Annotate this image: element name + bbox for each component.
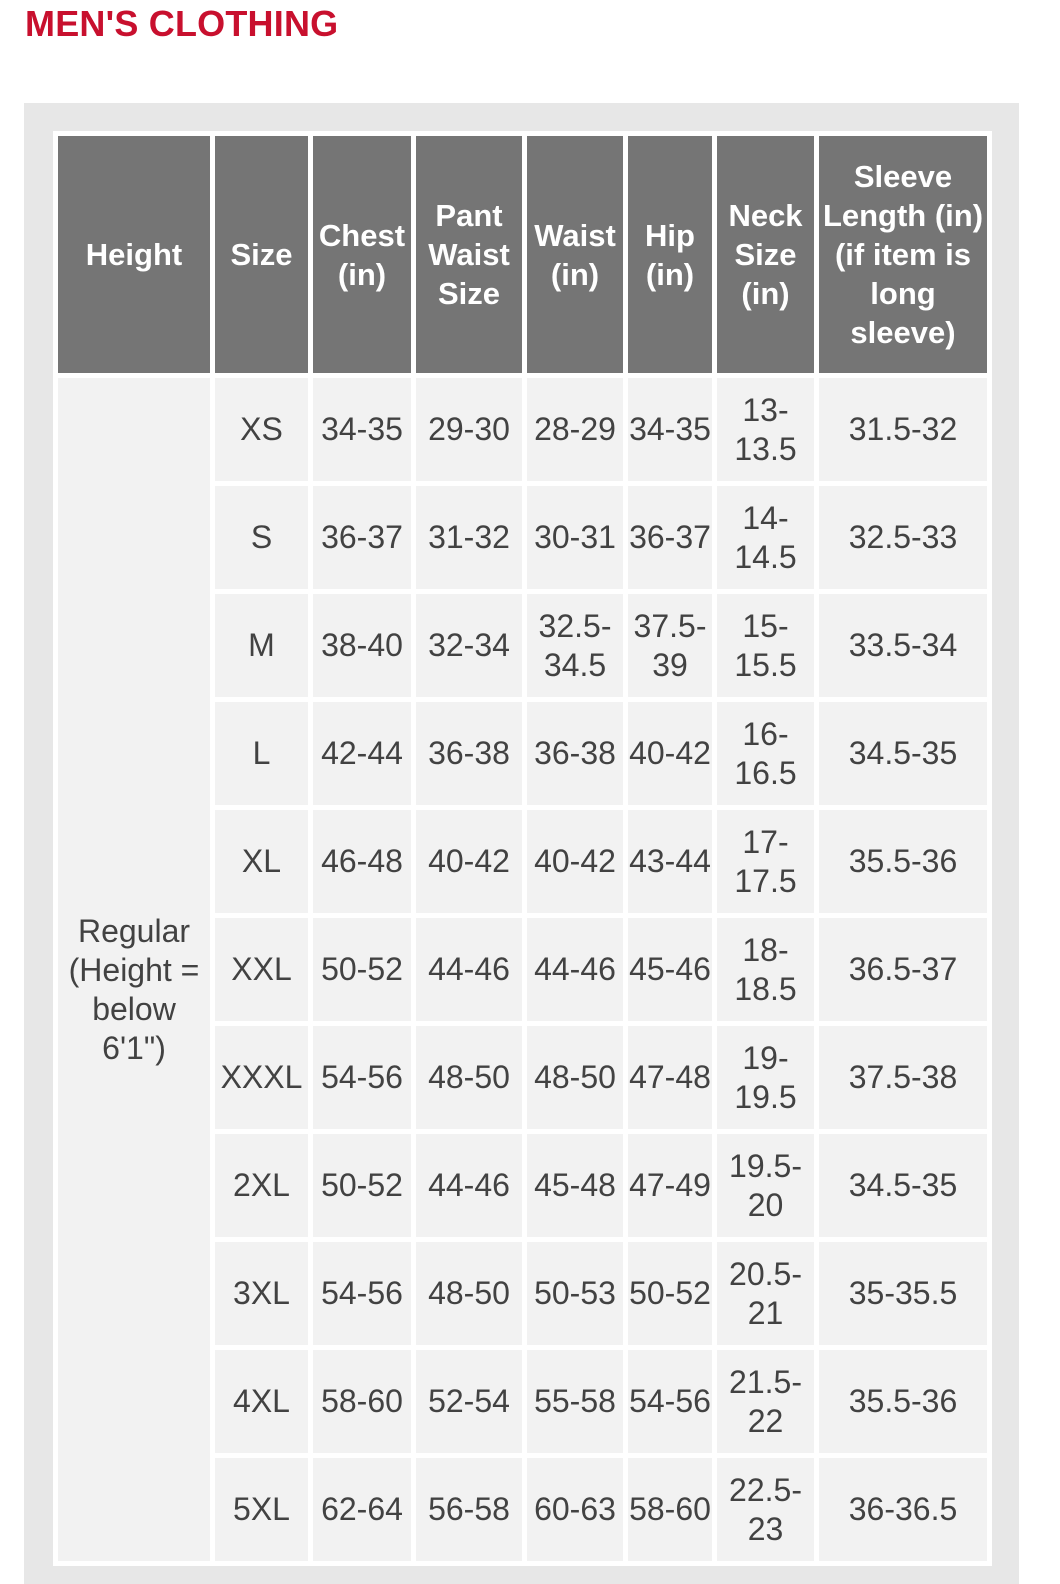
cell-size: S <box>215 486 308 589</box>
cell-chest: 34-35 <box>313 378 411 481</box>
cell-chest: 54-56 <box>313 1242 411 1345</box>
cell-hip: 54-56 <box>628 1350 712 1453</box>
header-row <box>58 136 987 373</box>
cell-size: M <box>215 594 308 697</box>
header-pant-waist: Pant Waist Size <box>416 136 522 373</box>
cell-sleeve: 37.5-38 <box>819 1026 987 1129</box>
cell-chest: 46-48 <box>313 810 411 913</box>
cell-sleeve: 34.5-35 <box>819 702 987 805</box>
cell-waist: 50-53 <box>527 1242 623 1345</box>
cell-pant-waist: 48-50 <box>416 1242 522 1345</box>
header-height: Height <box>58 136 210 373</box>
cell-neck: 14-14.5 <box>717 486 814 589</box>
cell-hip: 45-46 <box>628 918 712 1021</box>
header-chest: Chest (in) <box>313 136 411 373</box>
cell-size: 2XL <box>215 1134 308 1237</box>
cell-chest: 38-40 <box>313 594 411 697</box>
header-sleeve: Sleeve Length (in) (if item is long sleeve) <box>819 136 987 373</box>
cell-neck: 19.5-20 <box>717 1134 814 1237</box>
height-group-cell: Regular (Height = below 6'1") <box>58 378 210 1561</box>
cell-size: 4XL <box>215 1350 308 1453</box>
header-neck: Neck Size (in) <box>717 136 814 373</box>
cell-neck: 15-15.5 <box>717 594 814 697</box>
cell-size: XXXL <box>215 1026 308 1129</box>
cell-sleeve: 36-36.5 <box>819 1458 987 1561</box>
cell-pant-waist: 56-58 <box>416 1458 522 1561</box>
cell-sleeve: 34.5-35 <box>819 1134 987 1237</box>
cell-sleeve: 33.5-34 <box>819 594 987 697</box>
cell-pant-waist: 44-46 <box>416 1134 522 1237</box>
size-chart-table <box>53 131 992 1566</box>
cell-sleeve: 32.5-33 <box>819 486 987 589</box>
cell-hip: 40-42 <box>628 702 712 805</box>
cell-waist: 44-46 <box>527 918 623 1021</box>
cell-waist: 45-48 <box>527 1134 623 1237</box>
cell-pant-waist: 48-50 <box>416 1026 522 1129</box>
cell-size: 3XL <box>215 1242 308 1345</box>
cell-pant-waist: 29-30 <box>416 378 522 481</box>
header-waist: Waist (in) <box>527 136 623 373</box>
cell-pant-waist: 36-38 <box>416 702 522 805</box>
cell-neck: 21.5-22 <box>717 1350 814 1453</box>
cell-hip: 37.5-39 <box>628 594 712 697</box>
cell-pant-waist: 31-32 <box>416 486 522 589</box>
cell-pant-waist: 44-46 <box>416 918 522 1021</box>
cell-chest: 42-44 <box>313 702 411 805</box>
table-row <box>58 378 987 481</box>
page-title: MEN'S CLOTHING <box>25 3 339 44</box>
cell-waist: 30-31 <box>527 486 623 589</box>
cell-neck: 20.5-21 <box>717 1242 814 1345</box>
cell-waist: 36-38 <box>527 702 623 805</box>
cell-pant-waist: 32-34 <box>416 594 522 697</box>
cell-sleeve: 36.5-37 <box>819 918 987 1021</box>
cell-waist: 32.5-34.5 <box>527 594 623 697</box>
cell-hip: 58-60 <box>628 1458 712 1561</box>
cell-waist: 28-29 <box>527 378 623 481</box>
cell-size: XL <box>215 810 308 913</box>
cell-chest: 58-60 <box>313 1350 411 1453</box>
cell-neck: 13-13.5 <box>717 378 814 481</box>
cell-chest: 36-37 <box>313 486 411 589</box>
cell-pant-waist: 40-42 <box>416 810 522 913</box>
header-size: Size <box>215 136 308 373</box>
cell-sleeve: 35.5-36 <box>819 1350 987 1453</box>
cell-hip: 47-49 <box>628 1134 712 1237</box>
cell-sleeve: 35.5-36 <box>819 810 987 913</box>
cell-neck: 18-18.5 <box>717 918 814 1021</box>
cell-hip: 50-52 <box>628 1242 712 1345</box>
cell-sleeve: 35-35.5 <box>819 1242 987 1345</box>
cell-hip: 36-37 <box>628 486 712 589</box>
cell-chest: 50-52 <box>313 1134 411 1237</box>
cell-size: L <box>215 702 308 805</box>
cell-hip: 43-44 <box>628 810 712 913</box>
cell-neck: 16-16.5 <box>717 702 814 805</box>
cell-pant-waist: 52-54 <box>416 1350 522 1453</box>
size-chart-body <box>58 378 987 1561</box>
cell-sleeve: 31.5-32 <box>819 378 987 481</box>
cell-neck: 17-17.5 <box>717 810 814 913</box>
cell-chest: 54-56 <box>313 1026 411 1129</box>
cell-neck: 22.5-23 <box>717 1458 814 1561</box>
cell-waist: 60-63 <box>527 1458 623 1561</box>
header-hip: Hip (in) <box>628 136 712 373</box>
cell-size: XXL <box>215 918 308 1021</box>
cell-waist: 55-58 <box>527 1350 623 1453</box>
cell-size: 5XL <box>215 1458 308 1561</box>
cell-waist: 40-42 <box>527 810 623 913</box>
cell-waist: 48-50 <box>527 1026 623 1129</box>
cell-chest: 62-64 <box>313 1458 411 1561</box>
cell-chest: 50-52 <box>313 918 411 1021</box>
cell-neck: 19-19.5 <box>717 1026 814 1129</box>
cell-size: XS <box>215 378 308 481</box>
cell-hip: 34-35 <box>628 378 712 481</box>
cell-hip: 47-48 <box>628 1026 712 1129</box>
